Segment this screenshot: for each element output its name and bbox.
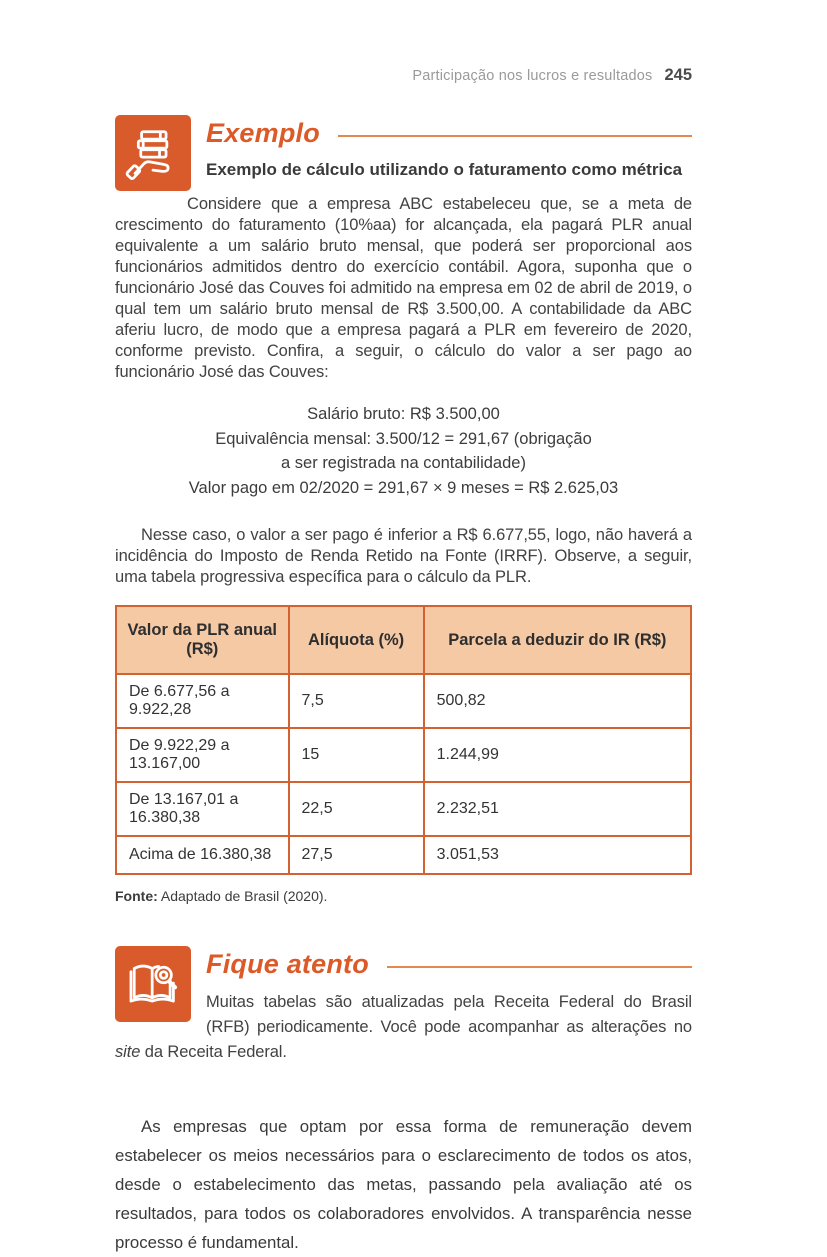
exemplo-paragraph-1: Considere que a empresa ABC estabeleceu que, se a meta de crescimento do faturamento (10%aa) for alcançada, ela pagará PLR anual equivalente a um salário bruto mensal, que poderá ser proporcional aos funcionários admitidos dentro do exercício contábil. Agora, suponha que o funcionário José das Couves foi admitido na empresa em 02 de abril de 2019, o qual tem um salário bruto mensal de R$ 3.500,00. A contabilidade da ABC aferiu lucro, de modo que a empresa pagará a PLR em fevereiro de 2020, conforme previsto. Confira, a seguir, o cálculo do valor a ser pago ao funcionário José das Couves: — [115, 195, 692, 381]
cell-valor: De 13.167,01 a 16.380,38 — [116, 782, 289, 836]
cell-parcela: 3.051,53 — [424, 836, 691, 874]
cell-parcela: 500,82 — [424, 674, 691, 728]
cell-aliquota: 27,5 — [289, 836, 424, 874]
source-text: Adaptado de Brasil (2020). — [157, 888, 328, 904]
cell-aliquota: 22,5 — [289, 782, 424, 836]
calc-line: Salário bruto: R$ 3.500,00 — [307, 405, 500, 423]
col-header-parcela: Parcela a deduzir do IR (R$) — [424, 606, 691, 674]
calculation-block — [115, 402, 692, 500]
cell-parcela: 2.232,51 — [424, 782, 691, 836]
section-exemplo — [115, 115, 692, 904]
table-header-row — [116, 606, 691, 674]
cell-aliquota: 15 — [289, 728, 424, 782]
fique-atento-text-part: Muitas tabelas são atualizadas pela Receita Federal do Brasil (RFB) periodicamente. Você pode acompanhar as alterações no — [206, 993, 692, 1036]
fique-atento-heading: Fique atento — [206, 949, 369, 979]
calc-line: a ser registrada na contabilidade) — [281, 454, 526, 472]
table-source — [115, 888, 692, 904]
chapter-title: Participação nos lucros e resultados — [412, 68, 653, 84]
exemplo-subtitle: Exemplo de cálculo utilizando o faturamento como métrica — [206, 160, 683, 179]
table-row — [116, 782, 691, 836]
exemplo-paragraph-2: Nesse caso, o valor a ser pago é inferior a R$ 6.677,55, logo, não haverá a incidência do Imposto de Renda Retido na Fonte (IRRF). Observe, a seguir, uma tabela progressiva específica para o cálculo da PLR. — [115, 526, 692, 586]
exemplo-icon-tile — [115, 115, 191, 191]
fique-atento-text-part: da Receita Federal. — [140, 1043, 287, 1061]
plr-progressive-table — [115, 605, 692, 875]
running-header — [115, 66, 692, 85]
fique-atento-text — [115, 990, 692, 1065]
fique-atento-heading-rule — [387, 966, 692, 968]
cell-valor: De 9.922,29 a 13.167,00 — [116, 728, 289, 782]
section-fique-atento — [115, 946, 692, 1082]
table-row — [116, 728, 691, 782]
cell-valor: Acima de 16.380,38 — [116, 836, 289, 874]
col-header-valor: Valor da PLR anual (R$) — [116, 606, 289, 674]
calc-line: Valor pago em 02/2020 = 291,67 × 9 meses = R$ 2.625,03 — [188, 478, 619, 497]
exemplo-heading-row — [206, 115, 692, 149]
cell-parcela: 1.244,99 — [424, 728, 691, 782]
exemplo-heading: Exemplo — [206, 118, 320, 148]
fique-atento-icon-tile — [115, 946, 191, 1022]
page-number: 245 — [664, 66, 692, 84]
cell-valor: De 6.677,56 a 9.922,28 — [116, 674, 289, 728]
col-header-aliquota: Alíquota (%) — [289, 606, 424, 674]
table-row — [116, 836, 691, 874]
fique-atento-italic-word: site — [115, 1043, 141, 1061]
source-label: Fonte: — [115, 888, 158, 904]
closing-paragraph: As empresas que optam por essa forma de remuneração devem estabelecer os meios necessários para o esclarecimento de todos os atos, desde o estabelecimento das metas, passando pela avaliação até os resultados, para todos os colaboradores envolvidos. A transparência nesse processo é fundamental. — [115, 1116, 692, 1252]
table-row — [116, 674, 691, 728]
books-in-hand-icon — [122, 122, 184, 184]
cell-aliquota: 7,5 — [289, 674, 424, 728]
calc-line: Equivalência mensal: 3.500/12 = 291,67 (obrigação — [215, 429, 592, 448]
exemplo-heading-rule — [338, 135, 692, 137]
fique-atento-heading-row — [206, 946, 692, 980]
book-magnifier-icon — [122, 953, 184, 1015]
